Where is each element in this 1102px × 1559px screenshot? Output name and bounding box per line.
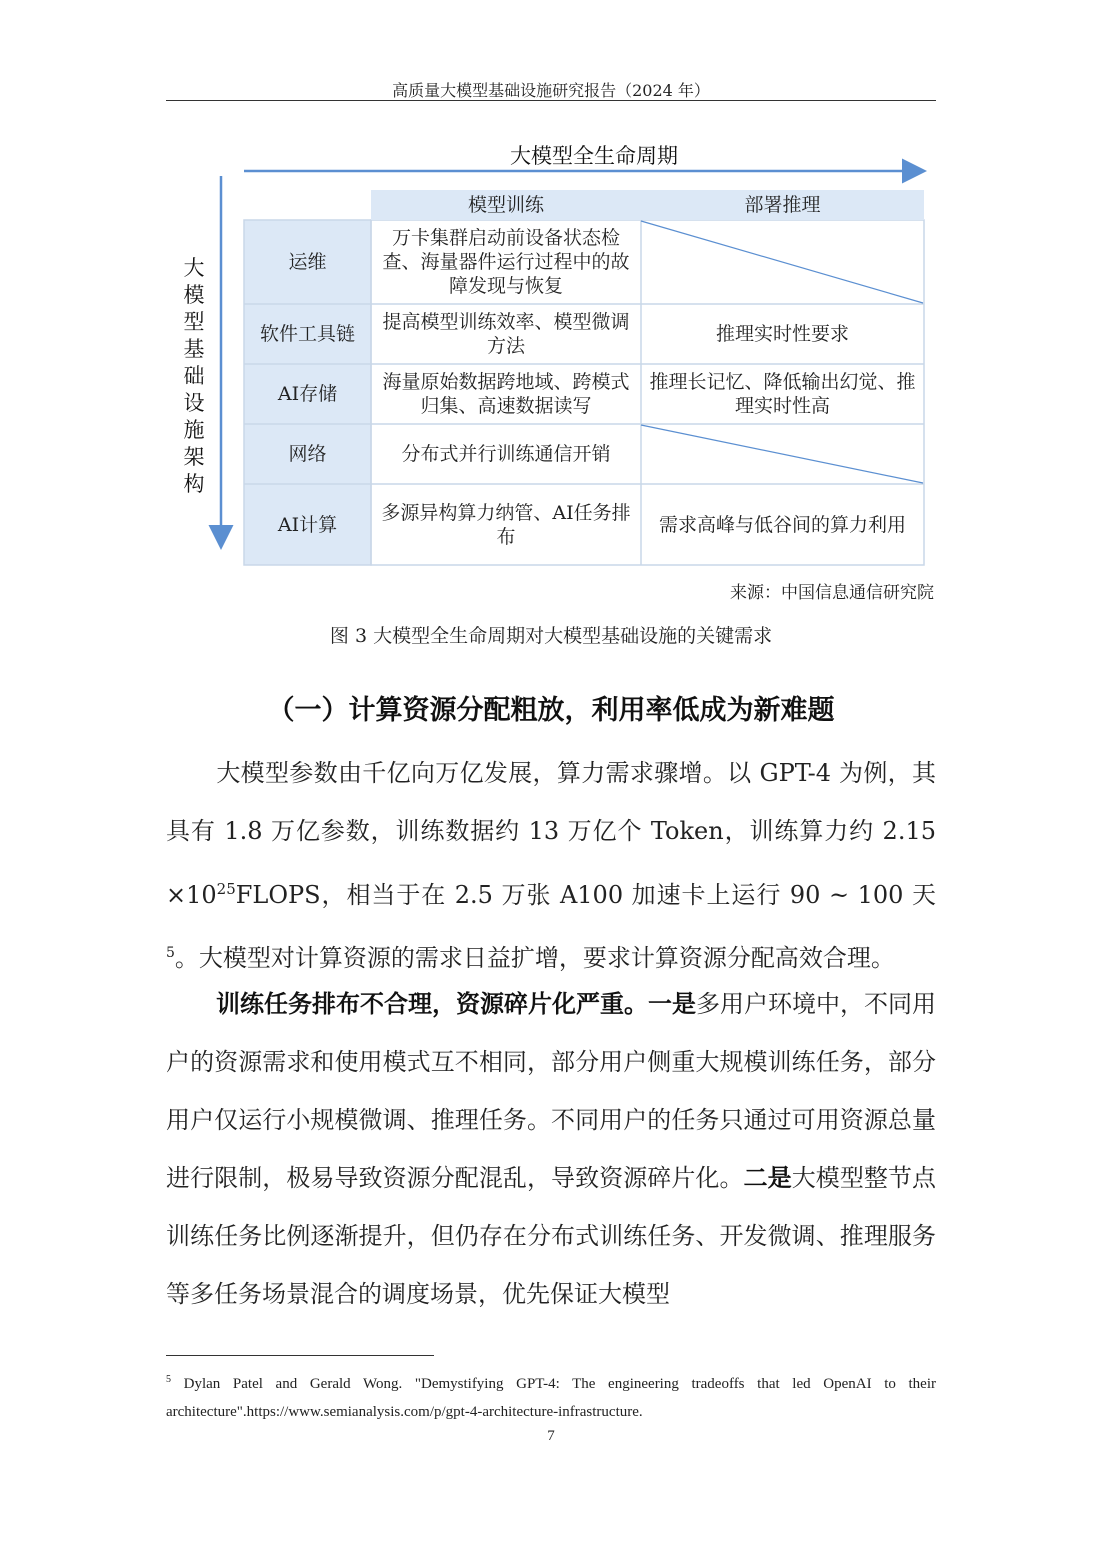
column-header-training: 模型训练	[371, 190, 641, 220]
cell-storage-inference: 推理长记忆、降低输出幻觉、推理实时性高	[649, 371, 916, 417]
empty-cell-diagonal	[641, 221, 923, 303]
figure-top-title: 大模型全生命周期	[510, 144, 678, 168]
row-header-compute: AI计算	[277, 513, 338, 536]
paragraph-1: 大模型参数由千亿向万亿发展，算力需求骤增。以 GPT-4 为例，其具有 1.8 万亿参数，训练数据约 13 万亿个 Token，训练算力约 $2.15 \times 10^{25}FLOPS$，相当于在 2.5 万张 A100 加速卡上运行 90 ~ 100 天$^5$。大模型对计算资源的需求日益扩增，要求计算资源分配高效合理。	[166, 759, 936, 972]
row-header-storage: AI存储	[277, 383, 338, 405]
cell-network-training: 分布式并行训练通信开销	[401, 443, 611, 465]
empty-cell-diagonal	[641, 425, 923, 483]
footnote-rule	[166, 1355, 434, 1356]
cell-ops-training: 万卡集群启动前设备状态检查、海量器件运行过程中的故障发现与恢复	[382, 227, 630, 297]
cell-toolchain-training: 提高模型训练效率、模型微调方法	[382, 311, 630, 357]
figure-source: 来源：中国信息通信研究院	[730, 583, 934, 603]
vertical-axis-label: 大 模 型 基 础 设 施 架 构	[183, 256, 205, 496]
running-header: 高质量大模型基础设施研究报告（2024 年）	[392, 81, 710, 100]
section-heading: （一）计算资源分配粗放，利用率低成为新难题	[267, 695, 835, 726]
cell-storage-training: 海量原始数据跨地域、跨模式归集、高速数据读写	[382, 371, 630, 417]
row-header-ops: 运维	[288, 251, 327, 273]
cell-compute-inference: 需求高峰与低谷间的算力利用	[658, 513, 906, 536]
column-header-inference: 部署推理	[641, 190, 924, 220]
footnote: $^5$ Dylan Patel and Gerald Wong. "Demystifying GPT-4: The engineering tradeoffs that led OpenAI to their architecture".https://www.semianalysis.com/p/gpt-4-architecture-infrastructure.	[166, 1374, 936, 1420]
row-header-toolchain: 软件工具链	[259, 323, 355, 345]
row-header-network: 网络	[288, 443, 327, 465]
cell-toolchain-inference: 推理实时性要求	[715, 323, 849, 345]
figure-caption: 图 3 大模型全生命周期对大模型基础设施的关键需求	[329, 625, 773, 647]
page-number: 7	[547, 1428, 555, 1444]
paragraph-2: 训练任务排布不合理，资源碎片化严重。一是多用户环境中，不同用户的资源需求和使用模式互不相同，部分用户侧重大规模训练任务，部分用户仅运行小规模微调、推理任务。不同用户的任务只通过可用资源总量进行限制，极易导致资源分配混乱，导致资源碎片化。二是大模型整节点训练任务比例逐渐提升，但仍存在分布式训练任务、开发微调、推理服务等多任务场景混合的调度场景，优先保证大模型	[166, 989, 937, 1308]
cell-compute-training: 多源异构算力纳管、AI任务排布	[381, 501, 631, 548]
